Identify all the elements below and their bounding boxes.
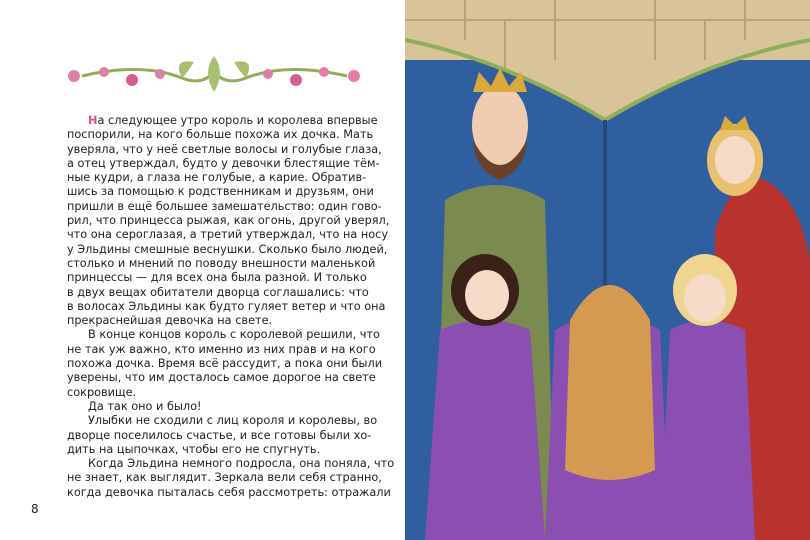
- text-line: [67, 142, 382, 157]
- text-line: [67, 299, 386, 314]
- text-line-content: дить на цыпочках, чтобы его не спугнуть.: [67, 442, 321, 456]
- royal-family-illustration: [405, 0, 810, 540]
- text-line-content: дворце поселилось счастье, и все готовы были хо-: [67, 428, 372, 442]
- text-line-content: у Эльдины смешные веснушки. Сколько было людей,: [67, 242, 388, 256]
- text-line: [67, 228, 389, 242]
- text-line-content: не знает, как выглядит. Зеркала вели себя странно,: [67, 471, 382, 485]
- text-line-content: В конце концов король с королевой решили, что: [88, 328, 380, 342]
- text-line: [67, 357, 383, 371]
- text-line-content: в волосах Эльдины как будто гуляет ветер и что она: [67, 299, 386, 313]
- text-line: [67, 256, 376, 271]
- illustration: [405, 0, 810, 540]
- text-line: [67, 271, 365, 285]
- text-line-content: пришли в ещё большее замешательство: один гово-: [67, 199, 382, 213]
- text-line: [67, 386, 365, 400]
- text-line-content: Да так оно и было!: [88, 399, 202, 413]
- text-line: [67, 114, 378, 128]
- text-line: [67, 128, 374, 142]
- text-line-content: прекраснейшая девочка на свете.: [67, 314, 273, 328]
- text-line-content: в двух вещах обитатели дворца соглашались: что: [67, 285, 369, 299]
- floral-ornament-icon: [62, 52, 367, 96]
- text-line-content: рил, что принцесса рыжая, как огонь, другой уверял,: [67, 214, 390, 228]
- text-line-content: уверяла, что у неё светлые волосы и голубые глаза,: [67, 142, 382, 156]
- text-line-content: шись за помощью к родственникам и друзьям, они: [67, 185, 374, 199]
- text-line: [67, 242, 388, 257]
- text-line: [67, 400, 365, 414]
- text-line: [67, 171, 365, 185]
- text-line-content: ные кудри, а глаза не голубые, а карие. Обратив-: [67, 171, 367, 185]
- story-text: [67, 114, 395, 500]
- text-line-content: поспорили, на кого больше похожа их дочка. Мать: [67, 128, 374, 142]
- text-line: [67, 471, 382, 485]
- text-line-content: Когда Эльдина немного подросла, она поняла, что: [88, 457, 395, 471]
- text-line-content: сокровище.: [67, 385, 137, 399]
- text-line: [67, 314, 365, 328]
- drop-cap: Н: [88, 114, 98, 127]
- text-line: [67, 457, 395, 471]
- text-line-content: столько и мнений по поводу внешности маленькой: [67, 256, 376, 270]
- text-line-content: не так уж важно, кто именно из них прав и на кого: [67, 342, 376, 356]
- text-line: [67, 485, 391, 500]
- text-line: [67, 443, 365, 457]
- page-number: 8: [31, 502, 39, 516]
- text-line: [67, 428, 372, 443]
- text-line: [67, 156, 380, 171]
- text-line: [67, 342, 376, 357]
- text-line-content: когда девочка пыталась себя рассмотреть: отражали: [67, 485, 391, 499]
- text-line-content: что она сероглазая, а третий утверждал, что на носу: [67, 228, 389, 242]
- text-line-content: уверены, что им досталось самое дорогое на свете: [67, 371, 376, 385]
- text-line-content: а следующее утро король и королева впервые: [97, 114, 378, 127]
- text-line: [67, 285, 369, 300]
- text-line-content: похожа дочка. Время всё рассудит, а пока они были: [67, 357, 383, 371]
- text-line: [67, 414, 378, 428]
- text-line: [67, 199, 382, 214]
- text-line-content: а отец утверждал, будто у девочки блестящие тём-: [67, 156, 380, 170]
- text-line: [67, 214, 390, 228]
- text-line-content: Улыбки не сходили с лиц короля и королевы, во: [88, 414, 378, 428]
- text-line: [67, 328, 380, 342]
- text-line-content: принцессы — для всех она была разной. И только: [67, 271, 367, 285]
- text-line: [67, 185, 374, 199]
- text-line: [67, 371, 376, 385]
